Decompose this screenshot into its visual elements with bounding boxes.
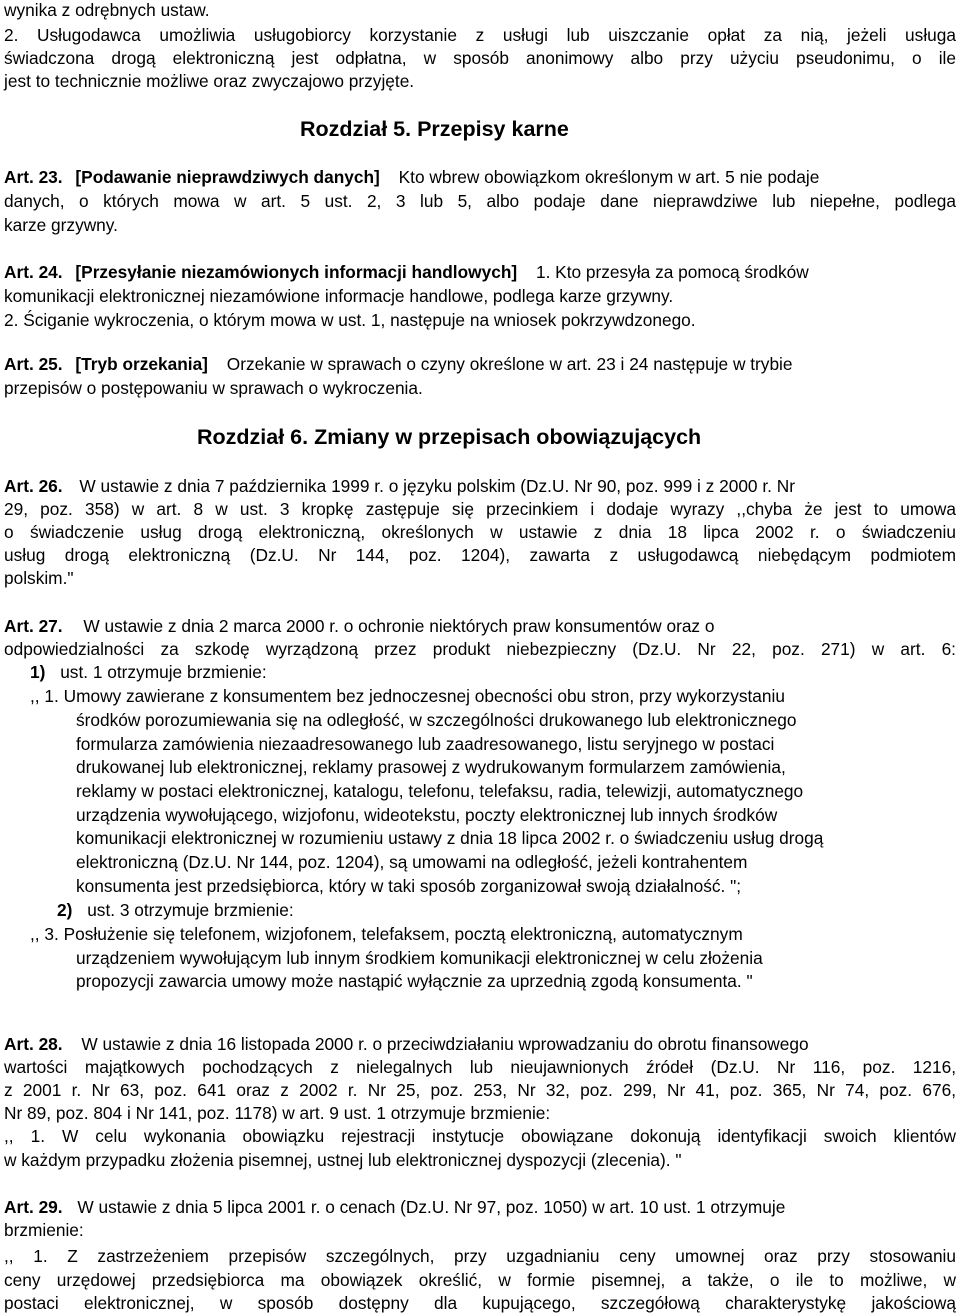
article-number: Art. 29. xyxy=(4,1197,63,1217)
quoted-line: konsumenta jest przedsiębiorca, który w taki sposób zorganizował swoją działalność. "; xyxy=(76,876,742,896)
paragraph-line: wartości majątkowych pochodzących z nielegalnych lub nieujawnionych źródeł (Dz.U. Nr 116, poz. 1216, xyxy=(4,1057,956,1077)
paragraph-line: karze grzywny. xyxy=(4,215,118,235)
article-text: 1. Kto przesyła za pomocą środków xyxy=(535,262,809,282)
quoted-line: propozycji zawarcia umowy może nastąpić wyłącznie za uprzednią zgodą konsumenta. " xyxy=(76,971,753,991)
paragraph-line: wynika z odrębnych ustaw. xyxy=(4,0,210,20)
article-23-line xyxy=(4,167,819,187)
paragraph-line: o świadczenie usług drogą elektroniczną, określonych w ustawie z dnia 18 lipca 2002 r. o świadczeniu xyxy=(4,522,956,542)
point-line xyxy=(57,900,294,920)
paragraph-line: 2. Usługodawca umożliwia usługobiorcy korzystanie z usługi lub uiszczanie opłat za nią, jeżeli usługa xyxy=(4,25,956,45)
quoted-line: reklamy w postaci elektronicznej, katalogu, telefonu, telefaksu, radia, telewizji, automatycznego xyxy=(76,781,804,801)
article-text: W ustawie z dnia 7 października 1999 r. o języku polskim (Dz.U. Nr 90, poz. 999 i z 2000 r. Nr xyxy=(79,476,795,496)
paragraph-line: odpowiedzialności za szkodę wyrządzoną przez produkt niebezpieczny (Dz.U. Nr 22, poz. 271) w art. 6: xyxy=(4,639,956,659)
paragraph-line: komunikacji elektronicznej niezamówione informacje handlowe, podlega karze grzywny. xyxy=(4,286,674,306)
paragraph-line: usług drogą elektroniczną (Dz.U. Nr 144, poz. 1204), zawarta z usługodawcą niebędącym podmiotem xyxy=(4,545,956,565)
paragraph-line: 2. Ściganie wykroczenia, o którym mowa w ust. 1, następuje na wniosek pokrzywdzonego. xyxy=(4,310,696,330)
paragraph-line: danych, o których mowa w art. 5 ust. 2, 3 lub 5, albo podaje dane nieprawdziwe lub niepełne, podlega xyxy=(4,191,956,211)
point-number: 2) xyxy=(57,900,73,920)
article-title: [Przesyłanie niezamówionych informacji handlowych] xyxy=(75,262,518,282)
quoted-line: ,, 3. Posłużenie się telefonem, wizjofonem, telefaksem, pocztą elektroniczną, automatycznym xyxy=(30,924,743,944)
paragraph-line: postaci elektronicznej, w sposób dostępny dla kupującego, szczegółową charakterystykę jakościową xyxy=(4,1293,956,1313)
article-text: W ustawie z dnia 2 marca 2000 r. o ochronie niektórych praw konsumentów oraz o xyxy=(83,616,715,636)
paragraph-line: jest to technicznie możliwe oraz zwyczajowo przyjęte. xyxy=(4,71,415,91)
article-27-line xyxy=(4,616,714,636)
paragraph-line: z 2001 r. Nr 63, poz. 641 oraz z 2002 r. Nr 25, poz. 253, Nr 32, poz. 299, Nr 41, poz. 365, Nr 74, poz. 676, xyxy=(4,1080,956,1100)
article-number: Art. 24. xyxy=(4,262,63,282)
paragraph-line: świadczona drogą elektroniczną jest odpłatna, w sposób anonimowy albo przy użyciu pseudonimu, o ile xyxy=(4,48,956,68)
paragraph-line: polskim." xyxy=(4,568,74,588)
article-text: Orzekanie w sprawach o czyny określone w art. 23 i 24 następuje w trybie xyxy=(226,354,793,374)
quoted-line: komunikacji elektronicznej w rozumieniu ustawy z dnia 18 lipca 2002 r. o świadczeniu usług drogą xyxy=(76,828,824,848)
article-number: Art. 27. xyxy=(4,616,63,636)
article-29-line xyxy=(4,1197,785,1217)
quoted-line: drukowanej lub elektronicznej, reklamy prasowej z wydrukowanym formularzem zamówienia, xyxy=(76,757,786,777)
quoted-line: elektroniczną (Dz.U. Nr 144, poz. 1204), są umowami na odległość, jeżeli kontrahentem xyxy=(76,852,748,872)
paragraph-line: ,, 1. Z zastrzeżeniem przepisów szczególnych, przy uzgadnianiu ceny umownej oraz przy stosowaniu xyxy=(4,1246,956,1266)
quoted-line: urządzenia wywołującego, wizjofonu, wideotekstu, poczty elektronicznej lub innych środków xyxy=(76,805,778,825)
quoted-line: urządzeniem wywołującym lub innym środkiem komunikacji elektronicznej w celu złożenia xyxy=(76,948,763,968)
point-line xyxy=(30,662,267,682)
article-26-line xyxy=(4,476,795,496)
paragraph-line: brzmienie: xyxy=(4,1220,84,1240)
article-number: Art. 28. xyxy=(4,1034,63,1054)
article-title: [Podawanie nieprawdziwych danych] xyxy=(75,167,380,187)
article-number: Art. 23. xyxy=(4,167,63,187)
paragraph-line: Nr 89, poz. 804 i Nr 141, poz. 1178) w art. 9 ust. 1 otrzymuje brzmienie: xyxy=(4,1103,551,1123)
paragraph-line: ,, 1. W celu wykonania obowiązku rejestracji instytucje obowiązane dokonują identyfikacji swoich klientów xyxy=(4,1126,956,1146)
point-text: ust. 3 otrzymuje brzmienie: xyxy=(87,900,294,920)
article-25-line xyxy=(4,354,793,374)
paragraph-line: przepisów o postępowaniu w sprawach o wykroczenia. xyxy=(4,378,423,398)
article-number: Art. 26. xyxy=(4,476,63,496)
article-text: Kto wbrew obowiązkom określonym w art. 5 nie podaje xyxy=(398,167,820,187)
article-number: Art. 25. xyxy=(4,354,63,374)
article-title: [Tryb orzekania] xyxy=(75,354,208,374)
paragraph-line: 29, poz. 358) w art. 8 w ust. 3 kropkę zastępuje się przecinkiem i dodaje wyrazy ,,chyba że jest to umowa xyxy=(4,499,956,519)
chapter-heading: Rozdział 5. Przepisy karne xyxy=(300,117,569,141)
quoted-line: ,, 1. Umowy zawierane z konsumentem bez jednoczesnej obecności obu stron, przy wykorzystaniu xyxy=(30,686,785,706)
article-28-line xyxy=(4,1034,809,1054)
point-number: 1) xyxy=(30,662,46,682)
article-text: W ustawie z dnia 16 listopada 2000 r. o przeciwdziałaniu wprowadzaniu do obrotu finansowego xyxy=(81,1034,809,1054)
article-24-line xyxy=(4,262,809,282)
quoted-line: środków porozumiewania się na odległość, w szczególności drukowanego lub elektronicznego xyxy=(76,710,797,730)
chapter-heading: Rozdział 6. Zmiany w przepisach obowiązujących xyxy=(197,425,702,449)
point-text: ust. 1 otrzymuje brzmienie: xyxy=(60,662,267,682)
article-text: W ustawie z dnia 5 lipca 2001 r. o cenach (Dz.U. Nr 97, poz. 1050) w art. 10 ust. 1 otrzymuje xyxy=(77,1197,786,1217)
paragraph-line: w każdym przypadku złożenia pisemnej, ustnej lub elektronicznej dyspozycji (zlecenia). " xyxy=(4,1150,682,1170)
paragraph-line: ceny urzędowej przedsiębiorca ma obowiązek określić, w formie pisemnej, a także, o ile to możliwe, w xyxy=(4,1270,956,1290)
quoted-line: formularza zamówienia niezaadresowanego lub zaadresowanego, listu seryjnego w postaci xyxy=(76,734,775,754)
